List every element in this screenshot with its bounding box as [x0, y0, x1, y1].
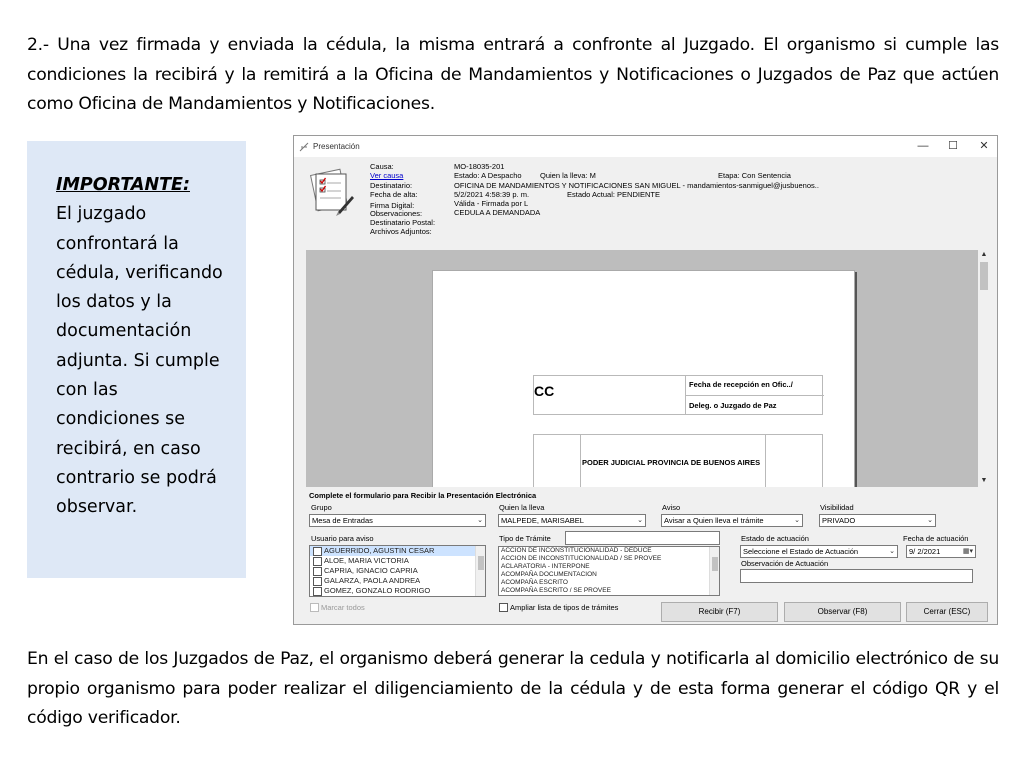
- list-item[interactable]: AGUERRIDO, AGUSTIN CESAR: [310, 546, 485, 556]
- form-title: Complete el formulario para Recibir la Presentación Electrónica: [309, 491, 537, 500]
- poder-judicial-table: [533, 434, 823, 487]
- chevron-down-icon: ⌄: [637, 517, 643, 524]
- tipo-tramite-list[interactable]: [498, 546, 720, 596]
- minimize-button[interactable]: —: [917, 140, 929, 152]
- fecha-actuacion-picker[interactable]: [906, 545, 976, 558]
- deleg-label: Deleg. o Juzgado de Paz: [689, 401, 777, 410]
- list-item[interactable]: ACCION DE INCONSTITUCIONALIDAD / SE PROVEE: [501, 555, 662, 562]
- important-callout: [27, 141, 246, 578]
- list-scrollbar[interactable]: [709, 547, 719, 595]
- scroll-down-icon[interactable]: ▼: [980, 477, 988, 484]
- firma-value: Válida - Firmada por L: [454, 199, 529, 208]
- visibilidad-value: PRIVADO: [822, 516, 856, 525]
- quien-lleva-label: Quien la lleva: [499, 503, 545, 512]
- outro-paragraph: En el caso de los Juzgados de Paz, el organismo deberá generar la cedula y notificarla al domicilio electrónico de su propio organismo para poder realizar el diligenciamiento de la cédula y de esta forma generar el código QR y el código verificador.: [27, 649, 999, 728]
- list-item[interactable]: ACOMPAÑA DOCUMENTACION: [501, 571, 597, 578]
- close-button[interactable]: ✕: [979, 140, 989, 152]
- grupo-label: Grupo: [311, 503, 332, 512]
- aviso-value: Avisar a Quien lleva el trámite: [664, 516, 764, 525]
- list-item[interactable]: ACOMPAÑA ESCRITO / SE PROVEE: [501, 587, 611, 594]
- estado-actuacion-value: Seleccione el Estado de Actuación: [743, 547, 859, 556]
- preview-scrollbar[interactable]: [978, 250, 990, 487]
- list-item[interactable]: ACOMPAÑA ESCRITO: [501, 579, 568, 586]
- fecha-actuacion-value: 9/ 2/2021: [909, 547, 941, 556]
- grupo-value: Mesa de Entradas: [312, 516, 373, 525]
- estado-actual-text: Estado Actual: PENDIENTE: [567, 190, 660, 199]
- ver-causa-link[interactable]: Ver causa: [370, 171, 404, 180]
- observaciones-value: CEDULA A DEMANDADA: [454, 208, 541, 217]
- cerrar-button[interactable]: Cerrar (ESC): [906, 602, 988, 622]
- aviso-select[interactable]: [661, 514, 803, 527]
- visibilidad-select[interactable]: [819, 514, 936, 527]
- tipo-tramite-filter-input[interactable]: [565, 531, 720, 545]
- cc-table: [533, 375, 823, 415]
- observar-button[interactable]: Observar (F8): [784, 602, 901, 622]
- scroll-thumb[interactable]: [980, 262, 988, 290]
- destinatario-postal-label: Destinatario Postal:: [370, 218, 436, 227]
- usuario-aviso-list[interactable]: [309, 545, 486, 597]
- important-body: El juzgado confrontará la cédula, verificando los datos y la documentación adjunta. Si cumple con las condiciones se recibirá, en caso contrario se podrá observar.: [56, 204, 223, 518]
- chevron-down-icon: ⌄: [477, 517, 483, 524]
- destinatario-label: Destinatario:: [370, 181, 413, 190]
- observacion-actuacion-label: Observación de Actuación: [741, 559, 829, 568]
- presentacion-window: [293, 135, 998, 625]
- fecha-alta-label: Fecha de alta:: [370, 190, 418, 199]
- aviso-label: Aviso: [662, 503, 681, 512]
- maximize-button[interactable]: ☐: [948, 140, 958, 152]
- archivos-adjuntos-label: Archivos Adjuntos:: [370, 227, 432, 236]
- list-item[interactable]: GALARZA, PAOLA ANDREA: [310, 576, 485, 586]
- title-bar[interactable]: [294, 136, 997, 157]
- etapa-text: Etapa: Con Sentencia: [718, 171, 791, 180]
- list-item[interactable]: ACLARATORIA - INTERPONE: [501, 563, 590, 570]
- intro-paragraph: 2.- Una vez firmada y enviada la cédula, la misma entrará a confronte al Juzgado. El organismo si cumple las condiciones la recibirá y la remitirá a la Oficina de Mandamientos y Notificaciones o Juzgados de Paz que actúen como Oficina de Mandamientos y Notificaciones.: [27, 35, 999, 114]
- calendar-icon[interactable]: ▦▾: [962, 548, 973, 555]
- list-scrollbar[interactable]: [475, 546, 485, 596]
- destinatario-value: OFICINA DE MANDAMIENTOS Y NOTIFICACIONES SAN MIGUEL - mandamientos-sanmiguel@jusbuenos..: [454, 181, 819, 190]
- quien-lleva-text: Quien la lleva: M: [540, 171, 596, 180]
- chevron-down-icon: ⌄: [794, 517, 800, 524]
- list-item[interactable]: ALOE, MARIA VICTORIA: [310, 556, 485, 566]
- scroll-up-icon[interactable]: ▲: [980, 251, 988, 258]
- list-item[interactable]: CAPRIA, IGNACIO CAPRIA: [310, 566, 485, 576]
- window-title: Presentación: [313, 142, 360, 151]
- marcar-todos-checkbox[interactable]: Marcar todos: [310, 603, 365, 612]
- chevron-down-icon: ⌄: [889, 548, 895, 555]
- list-item[interactable]: GOMEZ, GONZALO RODRIGO: [310, 586, 485, 596]
- fecha-actuacion-label: Fecha de actuación: [903, 534, 969, 543]
- quien-lleva-value: MALPEDE, MARISABEL: [501, 516, 584, 525]
- causa-label: Causa:: [370, 162, 394, 171]
- visibilidad-label: Visibilidad: [820, 503, 854, 512]
- chevron-down-icon: ⌄: [927, 517, 933, 524]
- list-item[interactable]: ACCION DE INCONSTITUCIONALIDAD - DEDUCE: [501, 547, 652, 554]
- causa-value: MO-18035-201: [454, 162, 505, 171]
- observaciones-label: Observaciones:: [370, 209, 423, 218]
- estado-actuacion-select[interactable]: [740, 545, 898, 558]
- estado-text: Estado: A Despacho: [454, 171, 522, 180]
- important-title: IMPORTANTE:: [56, 175, 190, 195]
- ampliar-lista-checkbox[interactable]: Ampliar lista de tipos de trámites: [499, 603, 618, 612]
- observacion-actuacion-input[interactable]: [740, 569, 973, 583]
- firma-label: Firma Digital:: [370, 201, 415, 210]
- fecha-recepcion-label: Fecha de recepción en Ofic../: [689, 380, 793, 389]
- document-check-icon: [308, 166, 356, 218]
- estado-actuacion-label: Estado de actuación: [741, 534, 809, 543]
- tipo-tramite-label: Tipo de Trámite: [499, 534, 551, 543]
- usuario-aviso-label: Usuario para aviso: [311, 534, 374, 543]
- document-page: [432, 270, 855, 487]
- poder-judicial-label: PODER JUDICIAL PROVINCIA DE BUENOS AIRES: [582, 458, 761, 467]
- document-preview[interactable]: [306, 250, 990, 487]
- recibir-button[interactable]: Recibir (F7): [661, 602, 778, 622]
- cc-label: CC: [534, 383, 555, 399]
- fecha-alta-value: 5/2/2021 4:58:39 p. m.: [454, 190, 530, 199]
- quien-lleva-select[interactable]: [498, 514, 646, 527]
- important-content: [56, 171, 224, 523]
- feather-icon: [299, 141, 310, 152]
- grupo-select[interactable]: [309, 514, 486, 527]
